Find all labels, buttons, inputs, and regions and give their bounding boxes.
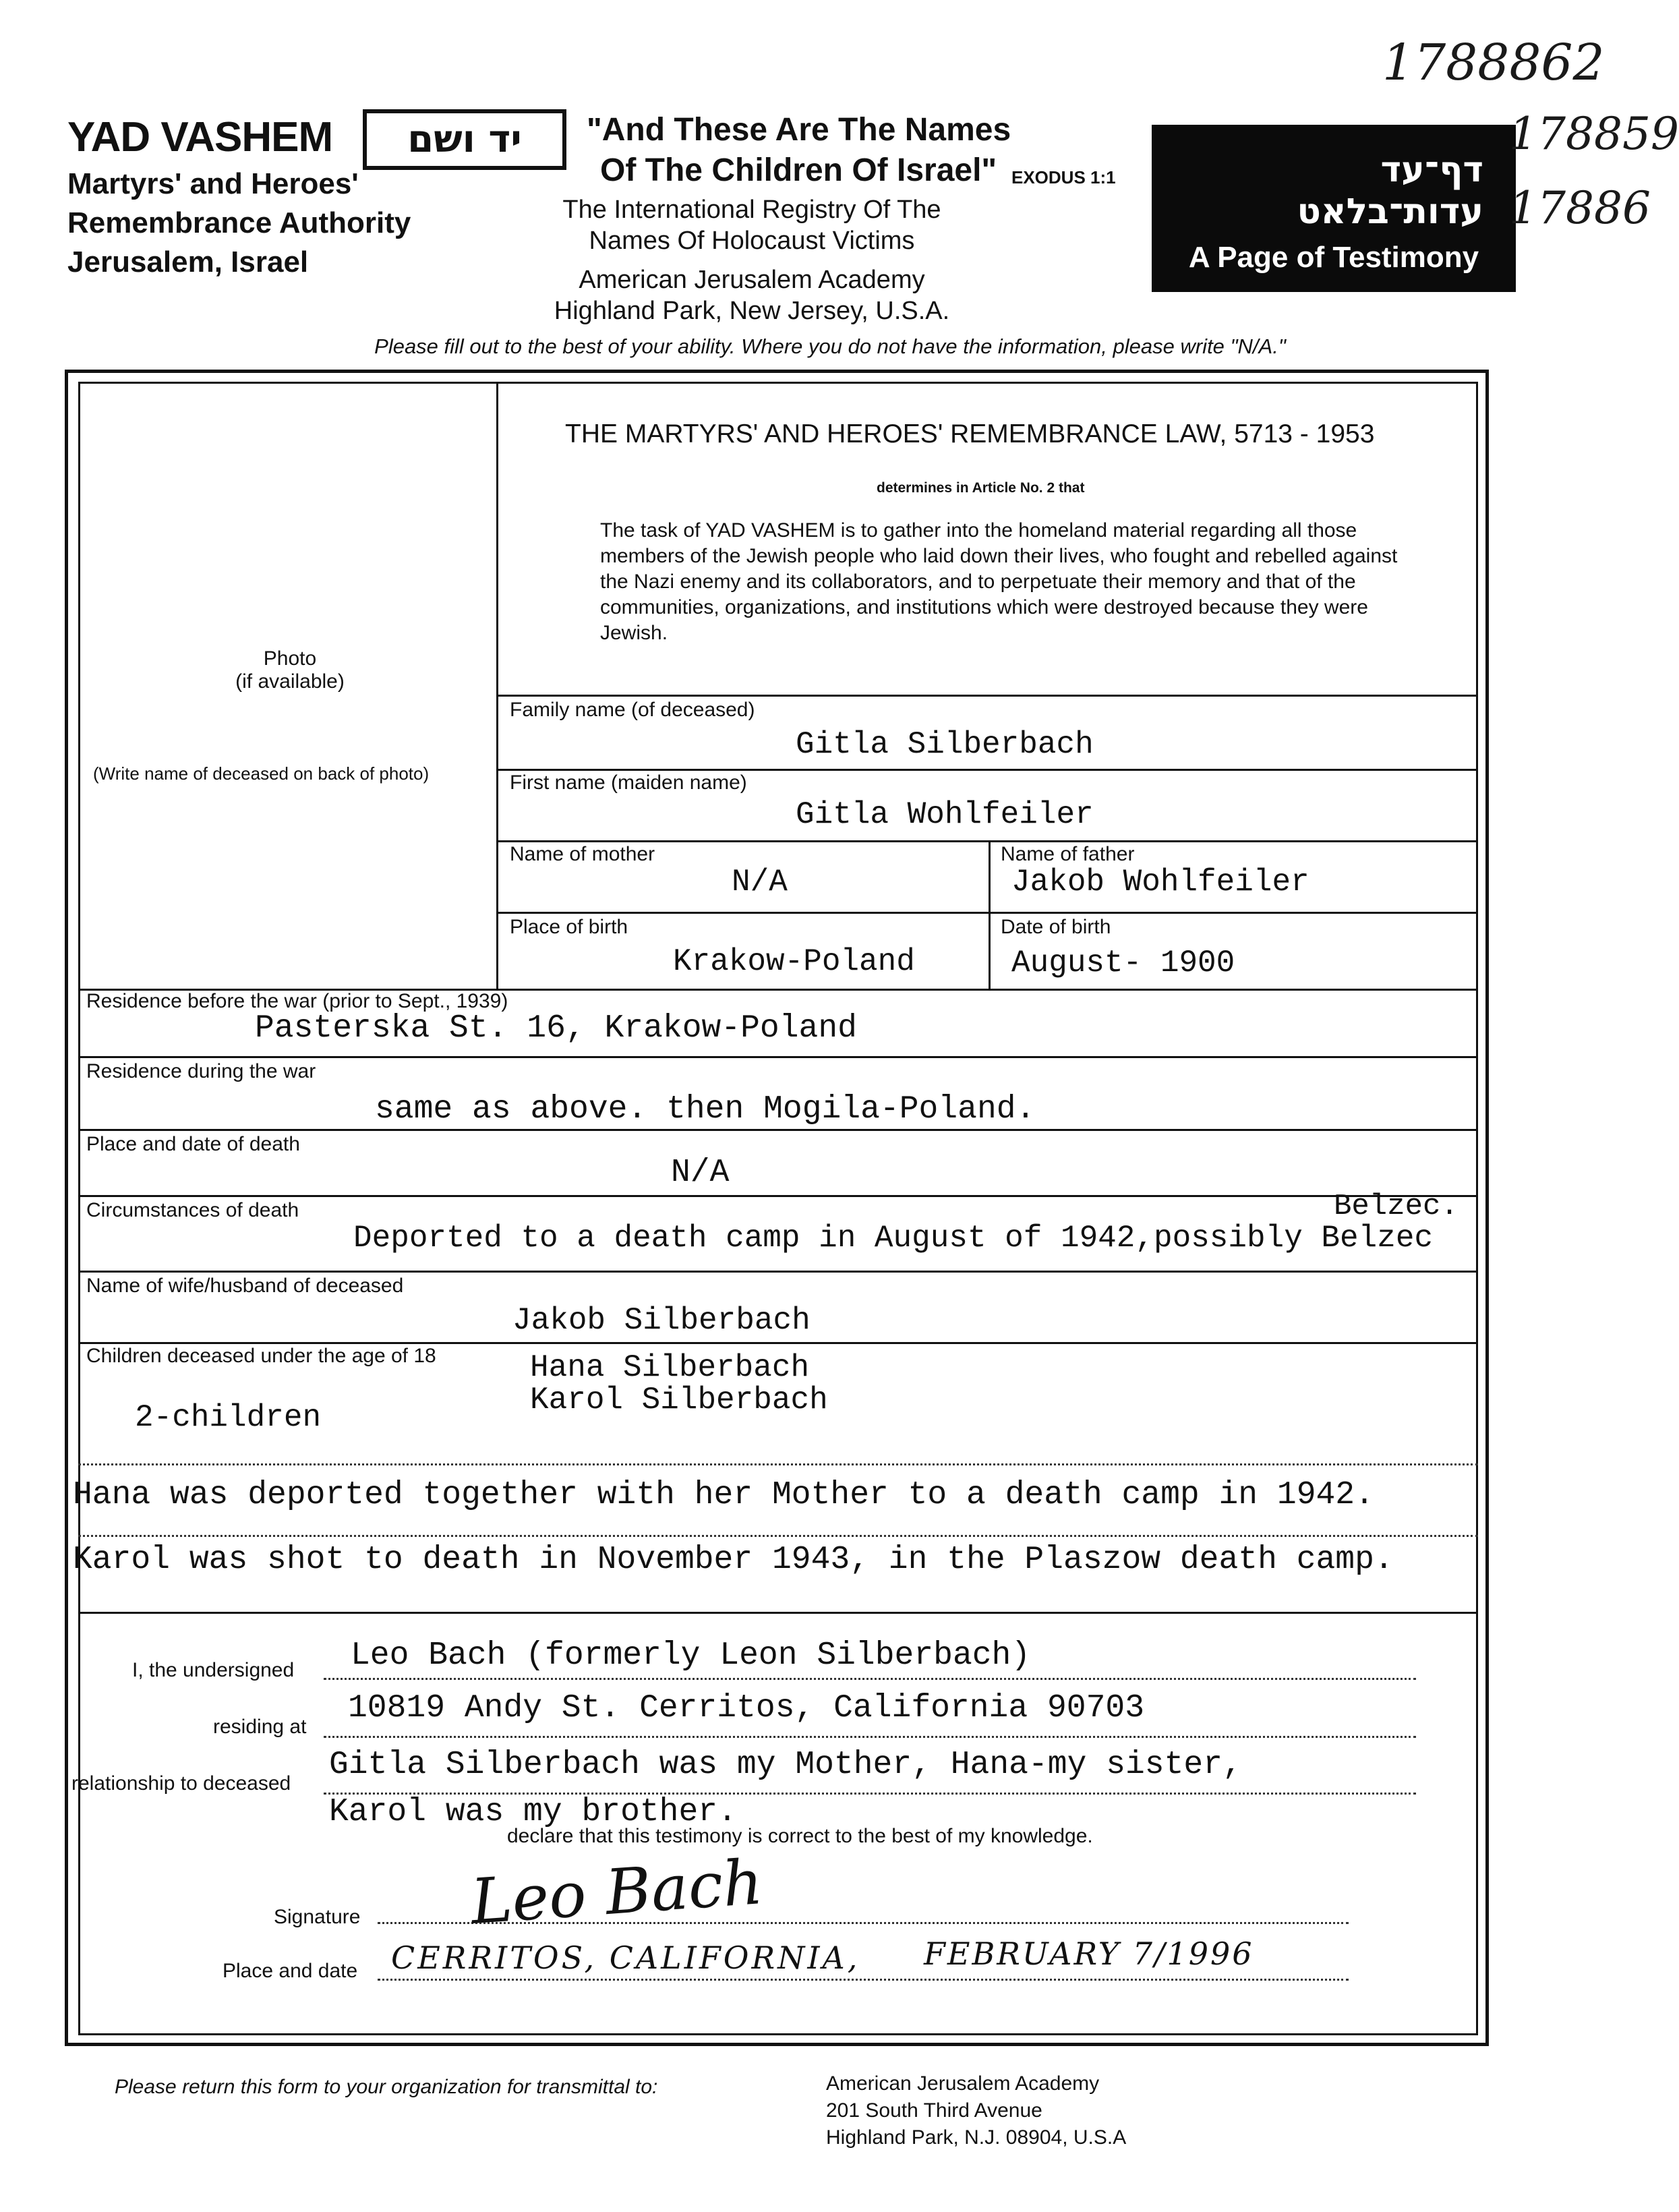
- father-value[interactable]: Jakob Wohlfeiler: [1011, 865, 1309, 900]
- circumstances-value[interactable]: Deported to a death camp in August of 1942,possibly Belzec: [353, 1221, 1434, 1256]
- org-line-3: Jerusalem, Israel: [67, 245, 309, 279]
- spouse-value[interactable]: Jakob Silberbach: [512, 1303, 811, 1338]
- residence-during-label: Residence during the war: [86, 1060, 316, 1082]
- children-label: Children deceased under the age of 18: [86, 1345, 436, 1367]
- mother-label: Name of mother: [510, 843, 655, 865]
- note-line-2[interactable]: Karol was shot to death in November 1943, in the Plaszow death camp.: [73, 1542, 1394, 1578]
- father-label: Name of father: [1001, 843, 1135, 865]
- residence-before-label: Residence before the war (prior to Sept., 1939): [86, 990, 508, 1012]
- footer-return-note: Please return this form to your organization for transmittal to:: [115, 2076, 658, 2098]
- footer-address-line-3: Highland Park, N.J. 08904, U.S.A: [826, 2126, 1127, 2149]
- exodus-reference: EXODUS 1:1: [1011, 167, 1116, 187]
- note-line-1[interactable]: Hana was deported together with her Mother to a death camp in 1942.: [73, 1477, 1374, 1513]
- undersigned-label: I, the undersigned: [132, 1659, 295, 1681]
- handwritten-number-3: 17886: [1509, 182, 1651, 234]
- org-line-1: Martyrs' and Heroes': [67, 167, 359, 200]
- footer-address: [826, 2070, 1126, 2151]
- child-name-1[interactable]: Hana Silberbach: [530, 1350, 810, 1385]
- date-value[interactable]: FEBRUARY 7/1996: [924, 1936, 1254, 1972]
- place-date-death-value[interactable]: N/A: [671, 1155, 730, 1191]
- black-box-hebrew-2: עדות־בלאט: [1297, 192, 1483, 232]
- residing-value[interactable]: 10819 Andy St. Cerritos, California 90703: [348, 1690, 1144, 1726]
- family-name-label: Family name (of deceased): [510, 699, 755, 721]
- place-value[interactable]: CERRITOS, CALIFORNIA,: [391, 1940, 860, 1976]
- law-body: The task of YAD VASHEM is to gather into the homeland material regarding all those members of the Jewish people who laid down their lives, who fought and rebelled against the Nazi enemy and its collaborators, and to perpetuate their memory and that of the communities, organizations, and institutions which were destroyed because they were Jewish.: [600, 519, 1398, 644]
- form-instructions: Please fill out to the best of your ability. Where you do not have the information, please write "N/A.": [374, 334, 1286, 358]
- circumstances-correction: Belzec.: [1334, 1190, 1459, 1223]
- registry-line-1: The International Registry Of The: [562, 196, 941, 224]
- date-of-birth-label: Date of birth: [1001, 916, 1111, 938]
- mother-value[interactable]: N/A: [732, 865, 788, 900]
- org-line-2: Remembrance Authority: [67, 206, 411, 239]
- spouse-label: Name of wife/husband of deceased: [86, 1275, 404, 1297]
- place-date-label: Place and date: [223, 1960, 358, 1982]
- photo-label: [128, 647, 452, 693]
- footer-address-line-1: American Jerusalem Academy: [826, 2072, 1100, 2095]
- org-title: YAD VASHEM: [67, 114, 333, 161]
- place-of-birth-value[interactable]: Krakow-Poland: [673, 944, 915, 979]
- residence-during-value[interactable]: same as above. then Mogila-Poland.: [375, 1091, 1036, 1128]
- circumstances-label: Circumstances of death: [86, 1199, 299, 1221]
- child-name-2[interactable]: Karol Silberbach: [530, 1382, 828, 1418]
- place-of-birth-label: Place of birth: [510, 916, 628, 938]
- first-name-label: First name (maiden name): [510, 772, 747, 794]
- date-of-birth-value[interactable]: August- 1900: [1011, 945, 1235, 981]
- family-name-value[interactable]: Gitla Silberbach: [796, 727, 1094, 762]
- residing-label: residing at: [213, 1716, 307, 1738]
- names-title-line-2: Of The Children Of Israel": [600, 152, 997, 188]
- page-of-testimony-label: A Page of Testimony: [1188, 241, 1479, 274]
- children-count[interactable]: 2-children: [135, 1400, 322, 1435]
- signature-value[interactable]: Leo Bach: [468, 1846, 765, 1938]
- names-title-line-1: "And These Are The Names: [587, 112, 1011, 148]
- handwritten-number-1: 1788862: [1382, 34, 1605, 92]
- place-date-death-label: Place and date of death: [86, 1133, 300, 1155]
- signature-label: Signature: [274, 1906, 361, 1928]
- footer-address-line-2: 201 South Third Avenue: [826, 2099, 1042, 2122]
- law-title: THE MARTYRS' AND HEROES' REMEMBRANCE LAW, 5713 - 1953: [565, 419, 1375, 448]
- declare-text: declare that this testimony is correct to the best of my knowledge.: [507, 1825, 1093, 1847]
- photo-label-line-2: (if available): [235, 670, 345, 693]
- first-name-value[interactable]: Gitla Wohlfeiler: [796, 797, 1094, 832]
- relationship-value-1[interactable]: Gitla Silberbach was my Mother, Hana-my sister,: [329, 1747, 1242, 1783]
- residence-before-value[interactable]: Pasterska St. 16, Krakow-Poland: [255, 1010, 857, 1047]
- black-box-hebrew-1: דף־עד: [1380, 150, 1483, 190]
- undersigned-value[interactable]: Leo Bach (formerly Leon Silberbach): [351, 1637, 1031, 1674]
- law-subtitle: determines in Article No. 2 that: [877, 480, 1085, 496]
- photo-label-line-1: Photo: [263, 647, 317, 670]
- handwritten-number-2: 178859: [1509, 108, 1679, 160]
- org-hebrew-logo: יד ושם: [363, 109, 566, 170]
- registry-line-2: Names Of Holocaust Victims: [589, 227, 915, 255]
- academy-line-2: Highland Park, New Jersey, U.S.A.: [554, 297, 950, 325]
- page-of-testimony-box: [1152, 125, 1516, 292]
- photo-note: (Write name of deceased on back of photo): [93, 763, 430, 784]
- academy-line-1: American Jerusalem Academy: [579, 266, 925, 294]
- relationship-label: relationship to deceased: [71, 1772, 291, 1795]
- relationship-value-2[interactable]: Karol was my brother.: [329, 1794, 737, 1830]
